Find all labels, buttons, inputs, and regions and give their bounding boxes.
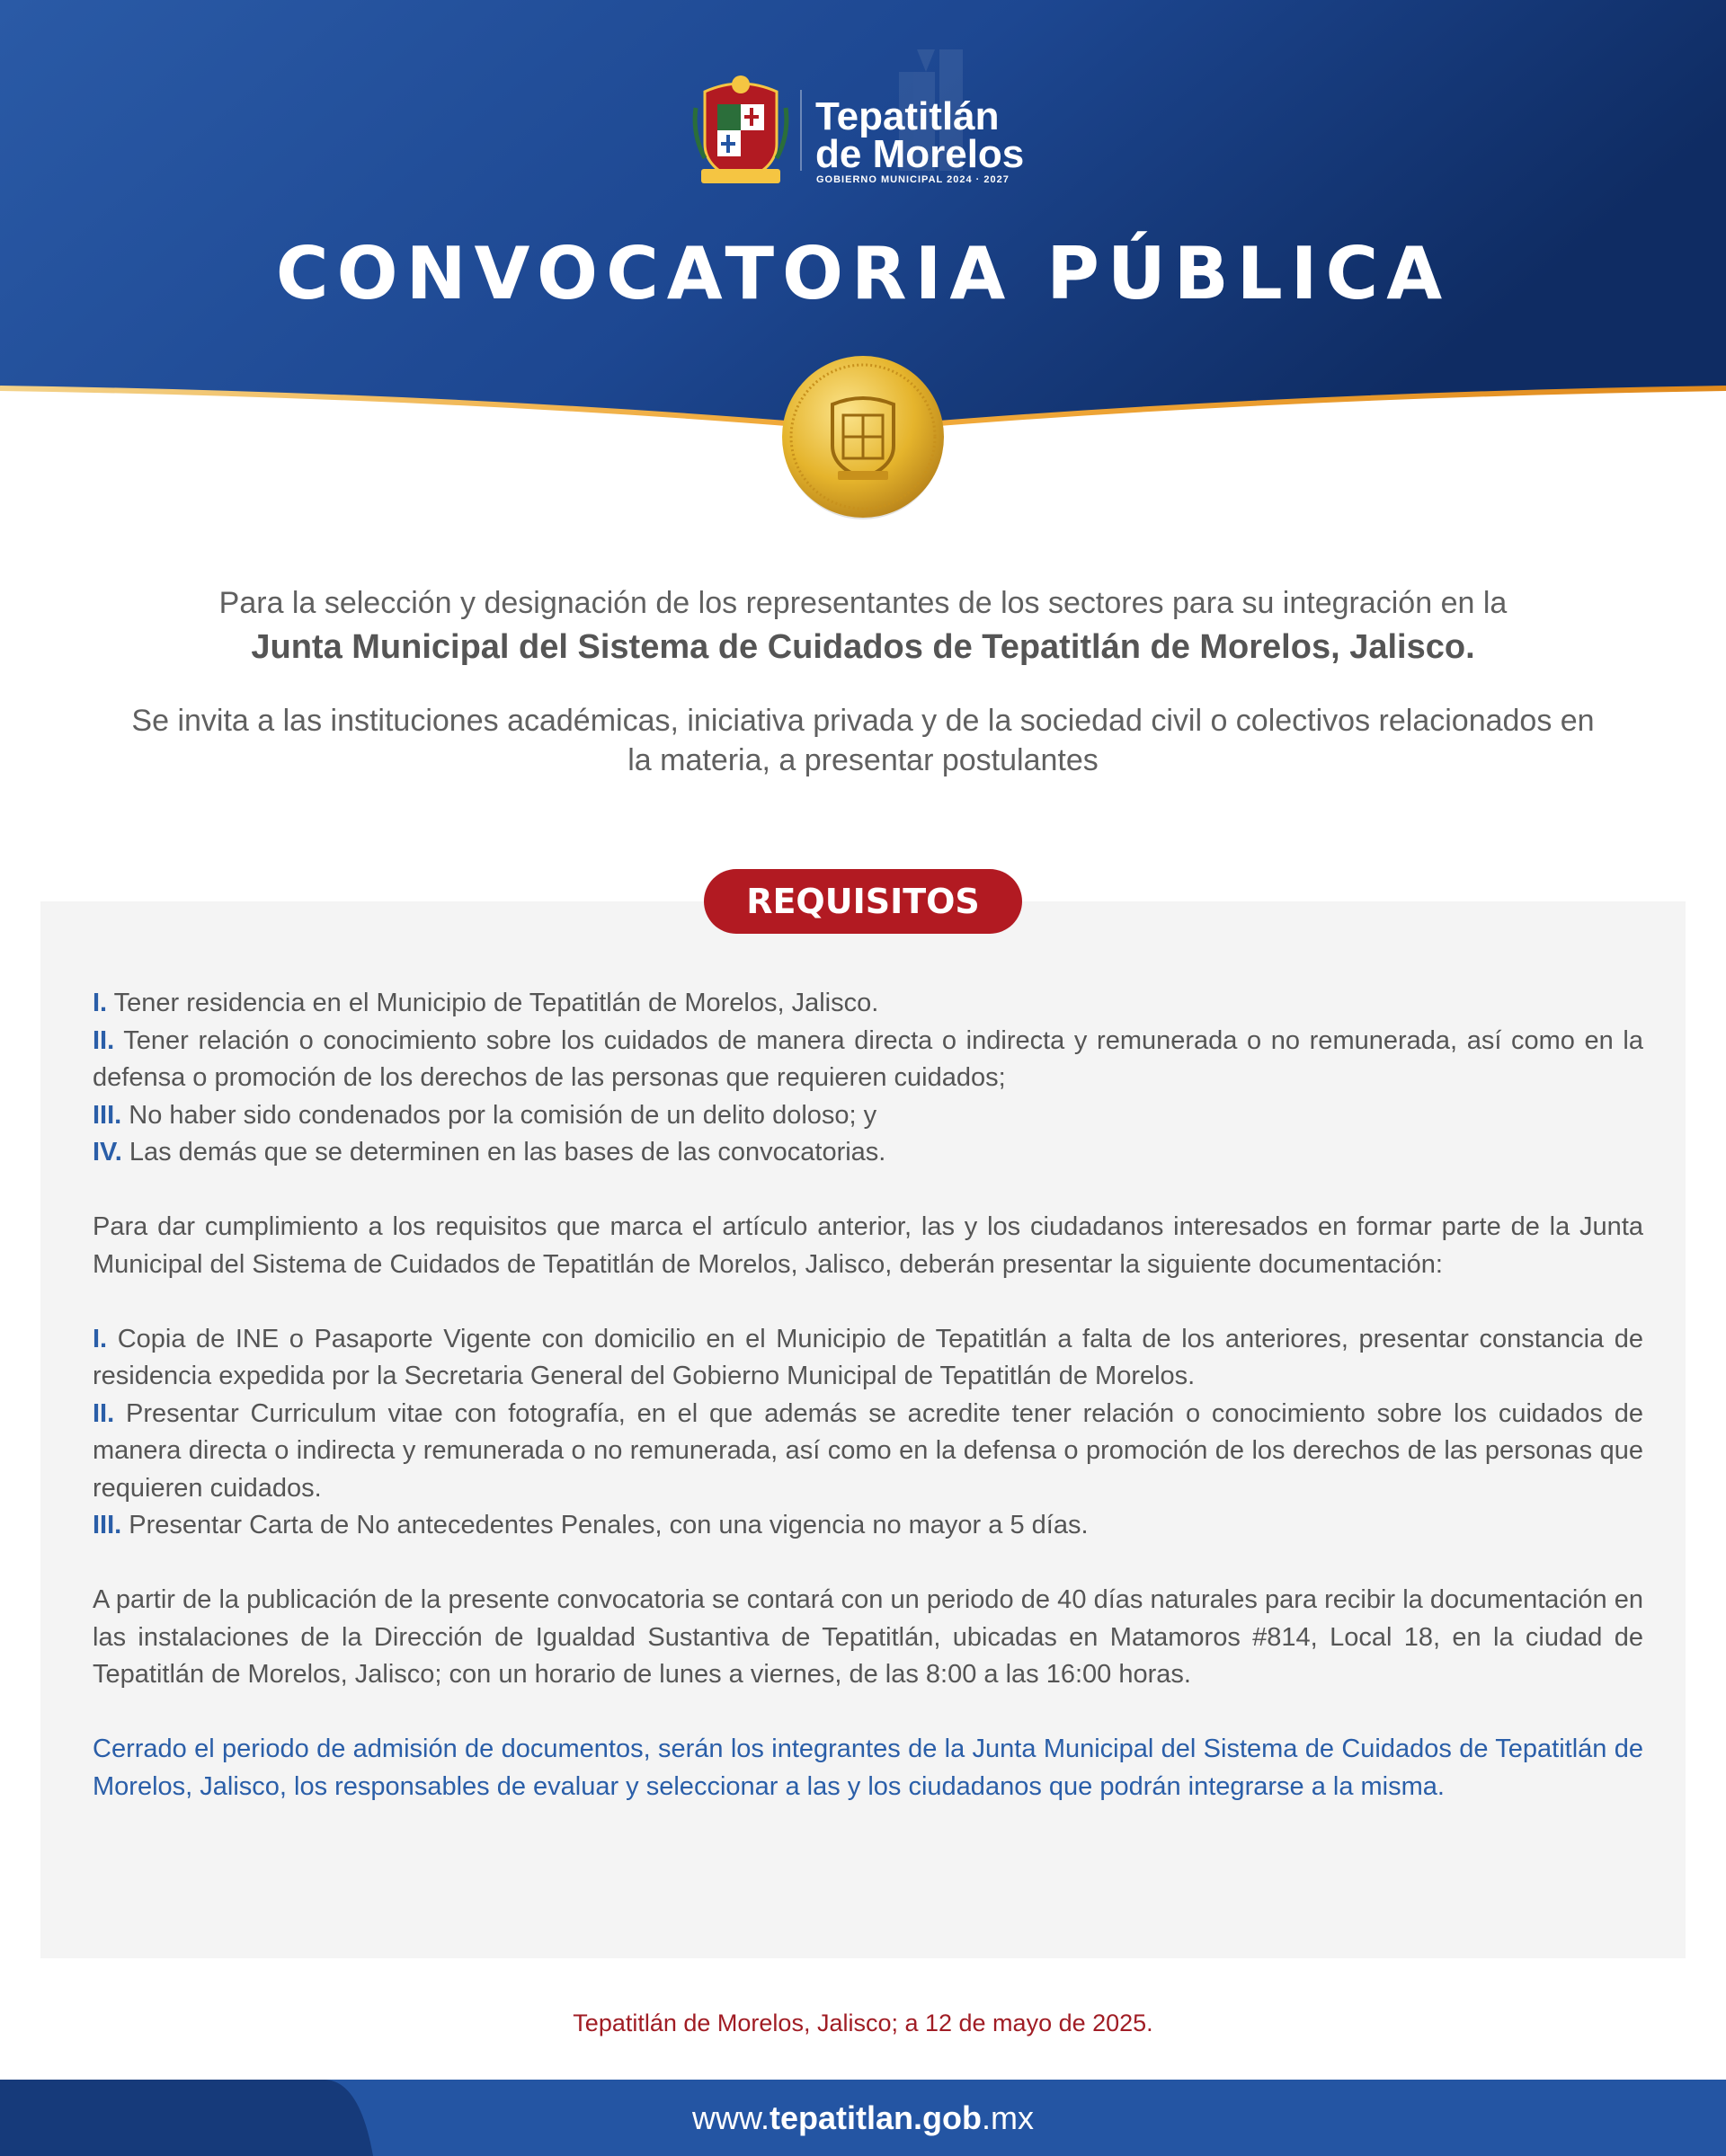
- list-item: [93, 985, 1643, 1023]
- item-number: II.: [93, 1398, 115, 1428]
- coat-of-arms-icon: [692, 72, 789, 189]
- list-item: [93, 1507, 1643, 1545]
- item-text: Tener residencia en el Municipio de Tepatitlán de Morelos, Jalisco.: [113, 989, 879, 1017]
- intro-section: [72, 582, 1654, 780]
- municipality-logo: [692, 72, 1043, 193]
- list-item: [93, 1396, 1643, 1508]
- list-item: [93, 1097, 1643, 1135]
- requirements-badge: REQUISITOS: [704, 869, 1022, 934]
- item-text: Presentar Carta de No antecedentes Penales, con una vigencia no mayor a 5 días.: [129, 1511, 1089, 1539]
- closing-paragraph: Cerrado el periodo de admisión de documentos, serán los integrantes de la Junta Municipal del Sistema de Cuidados de Tepatitlán de Morelos, Jalisco, los responsables de evaluar y seleccionar a las y los ciudadanos que podrán integrarse a la misma.: [93, 1735, 1643, 1801]
- date-line: Tepatitlán de Morelos, Jalisco; a 12 de mayo de 2025.: [573, 2010, 1153, 2036]
- logo-divider: [800, 90, 802, 171]
- site-prefix: www.: [691, 2099, 770, 2136]
- item-text: Las demás que se determinen en las bases de las convocatorias.: [129, 1138, 886, 1167]
- item-number: III.: [93, 1511, 122, 1539]
- item-text: No haber sido condenados por la comisión de un delito doloso; y: [129, 1100, 877, 1130]
- item-number: IV.: [93, 1138, 122, 1167]
- item-text: Tener relación o conocimiento sobre los cuidados de manera directa o indirecta y remunerada o no remunerada, así como en la defensa o promoción de los derechos de las personas que requieren cuidados;: [93, 1025, 1643, 1092]
- item-number: II.: [93, 1025, 115, 1055]
- page-title: CONVOCATORIA PÚBLICA: [275, 232, 1451, 315]
- item-number: I.: [93, 1324, 108, 1353]
- brand-name-line2: de Morelos: [815, 132, 1025, 176]
- gold-seal-icon: [778, 352, 948, 521]
- requirements-content: [93, 985, 1643, 1806]
- list-item: [93, 1023, 1643, 1097]
- website-link[interactable]: [0, 2099, 1726, 2137]
- item-text: Copia de INE o Pasaporte Vigente con domicilio en el Municipio de Tepatitlán a falta de los anteriores, presentar constancia de residencia expedida por la Secretaria General del Gobierno Municipal de Tepatitlán de Morelos.: [93, 1324, 1643, 1390]
- period-paragraph: A partir de la publicación de la presente convocatoria se contará con un periodo de 40 días naturales para recibir la documentación en las instalaciones de la Dirección de Igualdad Sustantiva de Tepatitlán, ubicadas en Matamoros #814, Local 18, en la ciudad de Tepatitlán de Morelos, Jalisco; con un horario de lunes a viernes, de las 8:00 a las 16:00 horas.: [93, 1585, 1643, 1689]
- item-text: Presentar Curriculum vitae con fotografía, en el que además se acredite tener relación o conocimiento sobre los cuidados de manera directa o indirecta y remunerada o no remunerada, así como en la defensa o promoción de los derechos de las personas que requieren cuidados.: [93, 1398, 1643, 1503]
- brand-subtitle: GOBIERNO MUNICIPAL 2024 · 2027: [816, 174, 1010, 185]
- documentation-paragraph: Para dar cumplimiento a los requisitos que marca el artículo anterior, las y los ciudadanos interesados en formar parte de la Junta Municipal del Sistema de Cuidados de Tepatitlán de Morelos, Jalisco, deberán presentar la siguiente documentación:: [93, 1212, 1643, 1279]
- site-suffix: .mx: [982, 2099, 1034, 2136]
- site-domain: tepatitlan.gob: [770, 2099, 982, 2136]
- invitation-text: Se invita a las instituciones académicas, iniciativa privada y de la sociedad civil o colectivos relacionados en la materia, a presentar postulantes: [131, 704, 1595, 777]
- list-item: [93, 1321, 1643, 1396]
- list-item: [93, 1134, 1643, 1172]
- brand-name-line1: Tepatitlán: [815, 94, 1000, 138]
- item-number: III.: [93, 1100, 122, 1130]
- intro-heading: Junta Municipal del Sistema de Cuidados de Tepatitlán de Morelos, Jalisco.: [251, 628, 1475, 666]
- intro-line: Para la selección y designación de los representantes de los sectores para su integración en la: [218, 586, 1508, 620]
- item-number: I.: [93, 989, 108, 1017]
